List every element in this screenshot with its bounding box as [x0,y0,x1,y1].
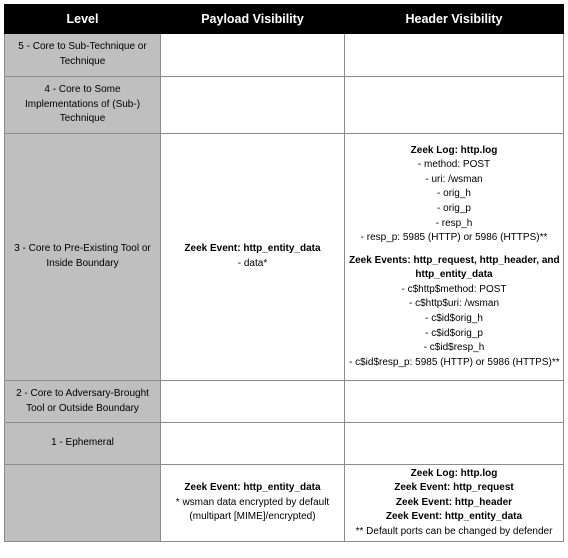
field-item: - c$http$uri: /wsman [408,298,500,310]
zeek-log-title: Zeek Log: http.log [410,467,498,479]
zeek-event-title: Zeek Event: http_request [394,482,514,494]
table-row-level-1 [5,423,564,465]
note-text: (multipart [MIME]/encrypted) [189,511,316,523]
note-text: ** Default ports can be changed by defender [355,525,553,537]
level-label: Technique [59,56,106,67]
payload-cell [161,423,345,465]
level-cell [5,423,161,465]
field-item: - resp_p: 5985 (HTTP) or 5986 (HTTPS)** [360,232,548,244]
level-label: 2 - Core to Adversary-Brought [16,387,149,399]
header-row [5,5,564,34]
field-item: - data* [237,258,268,269]
field-item: - c$id$resp_p: 5985 (HTTP) or 5986 (HTTPS)** [349,356,560,368]
field-item: - orig_p [437,202,471,214]
payload-cell [161,34,345,77]
table-row-level-4 [5,77,564,134]
level-label: 3 - Core to Pre-Existing Tool or [14,243,151,255]
header-cell [345,134,564,381]
header-cell [345,381,564,423]
header-cell [345,34,564,77]
level-label: Inside Boundary [46,258,119,269]
field-item: - method: POST [417,159,491,171]
field-item: - uri: /wsman [425,173,483,185]
level-cell [5,34,161,77]
payload-cell [161,381,345,423]
zeek-events-title: Zeek Events: http_request, http_header, and [349,254,560,266]
zeek-event-title: Zeek Event: http_entity_data [184,243,321,255]
table-row-level-2 [5,381,564,423]
zeek-events-title: http_entity_data [415,269,493,281]
level-label: Implementations of (Sub-) [24,98,141,110]
header-cell [345,423,564,465]
payload-cell [161,134,345,381]
header-payload-visibility: Payload Visibility [161,5,345,34]
zeek-event-title: Zeek Event: http_entity_data [385,511,523,523]
level-cell [5,134,161,381]
level-label: 1 - Ephemeral [51,437,114,449]
header-level: Level [5,5,161,34]
spacer [349,246,559,254]
header-header-visibility: Header Visibility [345,5,564,34]
header-cell [345,465,564,542]
level-label: Technique [59,113,106,125]
level-label: 5 - Core to Sub-Technique or [18,41,147,53]
field-item: - c$id$resp_h [423,342,485,354]
level-cell [5,381,161,423]
visibility-table [4,4,564,542]
table-row-level-5 [5,34,564,77]
level-cell [5,465,161,542]
zeek-log-title: Zeek Log: http.log [410,144,498,156]
payload-cell [161,465,345,542]
level-label: Tool or Outside Boundary [26,402,139,414]
note-text: * wsman data encrypted by default [175,496,330,508]
level-label: 4 - Core to Some [44,84,121,96]
field-item: - resp_h [435,217,473,229]
header-cell [345,77,564,134]
level-cell [5,77,161,134]
field-item: - c$id$orig_p [425,327,483,339]
payload-cell [161,77,345,134]
table-row-level-3 [5,134,564,381]
field-item: - orig_h [437,188,471,200]
field-item: - c$http$method: POST [401,283,507,295]
field-item: - c$id$orig_h [425,313,483,325]
table-row-notes [5,465,564,542]
zeek-event-title: Zeek Event: http_entity_data [184,482,321,494]
zeek-event-title: Zeek Event: http_header [395,496,513,508]
